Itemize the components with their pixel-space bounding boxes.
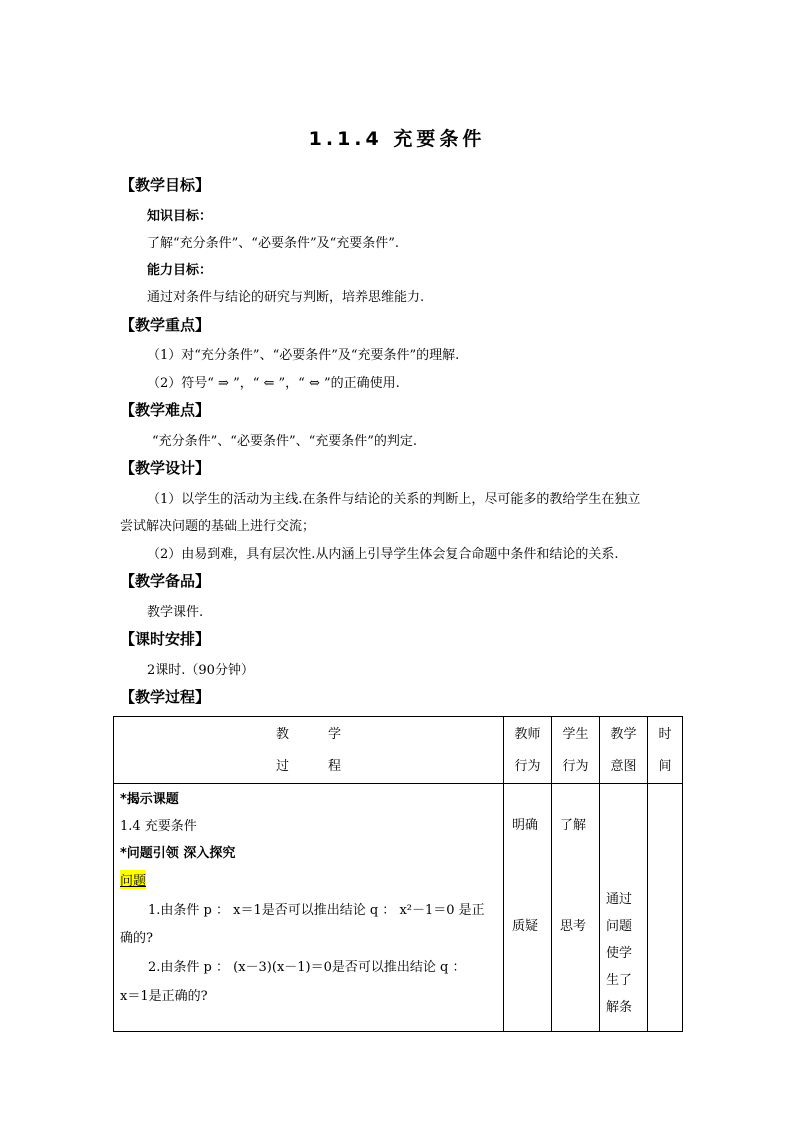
schedule-heading: 【课时安排】 — [120, 630, 211, 648]
header-process — [114, 717, 504, 784]
header-time-line-1: 时 — [658, 727, 672, 742]
teacher-action-1: 明确 — [512, 818, 539, 833]
design-item-2: （2）由易到难，具有层次性.从内涵上引导学生体会复合命题中条件和结论的关系. — [147, 547, 619, 562]
student-action-1: 了解 — [560, 818, 587, 833]
difficulties-text: “充分条件”、“必要条件”、“充要条件”的判定. — [152, 434, 418, 449]
header-intent-line-2: 意图 — [610, 759, 637, 774]
objectives-heading: 【教学目标】 — [120, 176, 211, 194]
question-1-line-1: 1.由条件 p ： x＝1是否可以推出结论 q ： x²－1＝0 是正 — [148, 903, 485, 918]
intent-line-1: 通过 — [606, 892, 633, 907]
process-table — [113, 716, 683, 1032]
process-heading: 【教学过程】 — [120, 688, 211, 706]
time-cell — [648, 784, 683, 1032]
teacher-cell — [504, 784, 552, 1032]
intent-cell — [600, 784, 648, 1032]
page-title: 1.1.4 充要条件 — [308, 128, 486, 150]
header-student-line-2: 行为 — [562, 759, 589, 774]
key-point-2: （2）符号“ ⇒ ”，“ ⇐ ”，“ ⇔ ”的正确使用. — [147, 376, 400, 391]
question-label: 问题 — [120, 870, 146, 889]
table-header-row — [114, 717, 683, 784]
header-student-line-1: 学生 — [562, 727, 589, 742]
key-points-heading: 【教学重点】 — [120, 316, 211, 334]
key-point-1: （1）对“充分条件”、“必要条件”及“充要条件”的理解. — [147, 348, 460, 363]
intent-line-4: 生了 — [606, 973, 633, 988]
header-intent — [600, 717, 648, 784]
schedule-text: 2课时.（90分钟） — [147, 663, 254, 678]
design-heading: 【教学设计】 — [120, 459, 211, 477]
table-body-row — [114, 784, 683, 1032]
question-2-line-1: 2.由条件 p ： (x－3)(x－1)＝0是否可以推出结论 q ： — [148, 960, 466, 975]
intent-line-3: 使学 — [606, 946, 633, 961]
ability-text: 通过对条件与结论的研究与判断，培养思维能力. — [147, 290, 425, 305]
process-cell — [114, 784, 504, 1032]
inquiry-label: *问题引领 深入探究 — [120, 846, 236, 861]
topic-label: *揭示课题 — [120, 792, 179, 807]
design-item-1-line-2: 尝试解决问题的基础上进行交流； — [120, 519, 316, 534]
header-time — [648, 717, 683, 784]
header-process-line-1: 教 学 — [275, 727, 341, 742]
intent-line-5: 解条 — [606, 1000, 633, 1015]
materials-heading: 【教学备品】 — [120, 572, 211, 590]
knowledge-text: 了解“充分条件”、“必要条件”及“充要条件”. — [147, 236, 400, 251]
knowledge-label: 知识目标： — [147, 209, 213, 224]
header-process-line-2: 过 程 — [275, 759, 341, 774]
question-2-line-2: x＝1是正确的? — [120, 989, 208, 1004]
intent-line-2: 问题 — [606, 919, 633, 934]
teacher-action-2: 质疑 — [512, 919, 539, 934]
materials-text: 教学课件. — [147, 605, 204, 620]
design-item-1-line-1: （1）以学生的活动为主线.在条件与结论的关系的判断上，尽可能多的教给学生在独立 — [147, 492, 641, 507]
header-intent-line-1: 教学 — [610, 727, 637, 742]
header-teacher-line-1: 教师 — [514, 727, 541, 742]
ability-label: 能力目标： — [147, 263, 213, 278]
header-teacher — [504, 717, 552, 784]
difficulties-heading: 【教学难点】 — [120, 401, 211, 419]
header-teacher-line-2: 行为 — [514, 759, 541, 774]
student-action-2: 思考 — [560, 919, 587, 934]
student-cell — [552, 784, 600, 1032]
header-student — [552, 717, 600, 784]
topic-text: 1.4 充要条件 — [120, 819, 197, 834]
question-1-line-2: 确的? — [120, 931, 153, 946]
header-time-line-2: 间 — [658, 759, 672, 774]
